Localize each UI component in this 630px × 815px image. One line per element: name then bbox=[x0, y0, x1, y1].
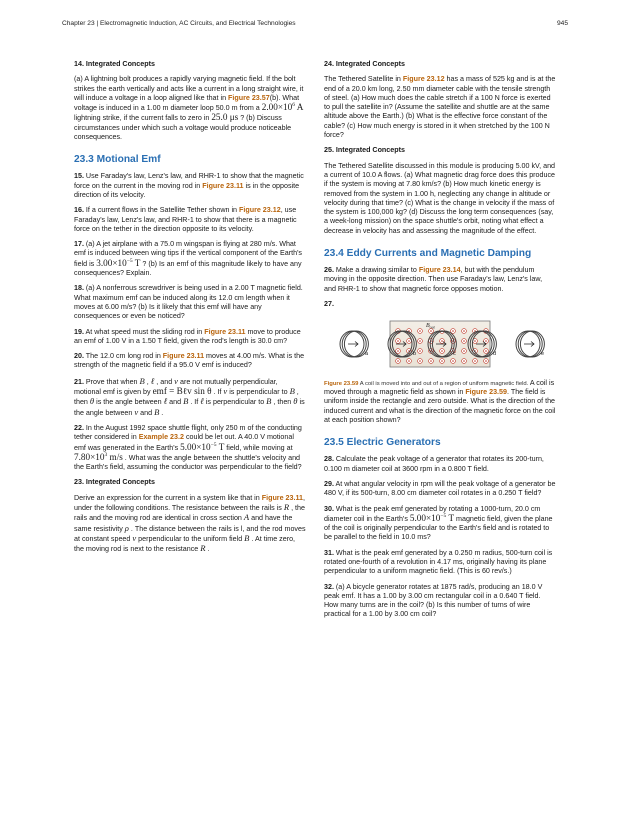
field-out-dot bbox=[463, 340, 465, 342]
section-heading-generators: 23.5 Electric Generators bbox=[324, 437, 441, 449]
field-out-dot bbox=[430, 360, 432, 362]
figure-link[interactable]: Figure 23.11 bbox=[204, 327, 246, 336]
field-out-dot bbox=[441, 350, 443, 352]
example-link[interactable]: Example 23.2 bbox=[138, 433, 184, 442]
q25-title: 25. Integrated Concepts bbox=[324, 146, 405, 155]
field-label: $B_{out}$ bbox=[426, 323, 435, 330]
field-out-dot bbox=[397, 360, 399, 362]
field-out-dot bbox=[419, 330, 421, 332]
field-out-dot bbox=[463, 330, 465, 332]
q14-title: 14. Integrated Concepts bbox=[74, 60, 155, 68]
field-out-dot bbox=[441, 340, 443, 342]
chapter-title: Chapter 23 | Electromagnetic Induction, AC Circuits, and Electrical Technologies bbox=[62, 20, 296, 27]
q27: 27. bbox=[324, 299, 334, 308]
q16: 16. If a current flows in the Satellite Tether shown in Figure 23.12, use Faraday's law, Lenz's law, and RHR-1 to show that there is a magnetic force on the tether in the direction opposite to its velocity. bbox=[74, 206, 297, 233]
field-out-dot bbox=[430, 330, 432, 332]
figure-link[interactable]: Figure 23.11 bbox=[261, 493, 304, 502]
field-out-dot bbox=[441, 360, 443, 362]
figure-link[interactable]: Figure 23.11 bbox=[162, 352, 205, 361]
q24-body: The Tethered Satellite in Figure 23.12 has a mass of 525 kg and is at the end of a 20.0 km long, 2.50 mm diameter cable with the tensile strength of steel. (a) How much does the cable stretch if a 100 N force is exerted to pull the satellite in? (Assume the satellite and shuttle are at the same altitude above the Earth.) (b) What is the effective force constant of the cable? (c) How much energy is stored in it when stretched by the 100 N force? bbox=[324, 75, 556, 140]
velocity-arrow bbox=[524, 342, 534, 347]
figure-link[interactable]: Figure 23.11 bbox=[202, 181, 244, 190]
right-column bbox=[324, 60, 556, 626]
coil-label: d bbox=[493, 351, 497, 358]
coil-label: c bbox=[453, 351, 456, 358]
coil-e bbox=[516, 331, 544, 357]
velocity-arrow bbox=[348, 342, 358, 347]
q15: 15. Use Faraday's law, Lenz's law, and RHR-1 to show that the magnetic force on the current in the moving rod in Figure 23.11 is in the opposite direction of its velocity. bbox=[74, 172, 304, 199]
figure-link[interactable]: Figure 23.12 bbox=[402, 75, 445, 84]
field-out-dot bbox=[452, 330, 454, 332]
q25-body: The Tethered Satellite discussed in this module is producing 5.00 kV, and a current of 10.0 A flows. (a) What magnetic drag force does this produce if the system is moving at 7.80 km/s? (b) How much kinetic energy is removed from the system in 1.00 h, neglecting any change in altitude or velocity during that time? (c) What is the change in velocity if the mass of the system is 100,000 kg? (d) Discuss the long term consequences (say, a week-long mission) on the space shuttle's orbit, noting what effect a decrease in velocity has and assessing the magnitude of the effect. bbox=[324, 161, 556, 235]
math-time: 25.0 μs bbox=[211, 112, 239, 123]
field-out-dot bbox=[408, 360, 410, 362]
q30: 30. What is the peak emf generated by rotating a 1000-turn, 20.0 cm diameter coil in the Earth's $5.00\times 10^{-5}$ T magnetic field, given the plane of the coil is originally perpendicular to the Earth's field and is rotated to be parallel to the field in 10.0 ms? bbox=[324, 504, 553, 542]
field-out-dot bbox=[485, 360, 487, 362]
left-column bbox=[74, 60, 306, 560]
coil-label: e bbox=[541, 351, 545, 358]
q18: 18. (a) A nonferrous screwdriver is being used in a 2.00 T magnetic field. What maximum emf can be induced along its 12.0 cm length when it moves at 6.00 m/s? (b) Is it likely that this emf will have any consequences or even be noticed? bbox=[74, 284, 303, 321]
figure-23-59 bbox=[324, 315, 556, 376]
q22: 22. In the August 1992 space shuttle flight, only 250 m of the conducting tether considered in Example 23.2 could be let out. A 40.0 V motional emf was generated in the Earth's $5.00\times 10^{-5}$ T field, while moving at $7.80\times 10^3$ m/s . What was the angle between the shuttle's velocity and the Earth's field, assuming the conductor was perpendicular to the field? bbox=[74, 423, 302, 472]
field-out-dot bbox=[485, 340, 487, 342]
q23-title: 23. Integrated Concepts bbox=[74, 478, 155, 487]
coil-label: a bbox=[365, 351, 369, 358]
field-out-dot bbox=[463, 360, 465, 362]
field-out-dot bbox=[463, 350, 465, 352]
q29: 29. At what angular velocity in rpm will the peak voltage of a generator be 480 V, if its 500-turn, 8.00 cm diameter coil rotates in a 0.250 T field? bbox=[324, 479, 556, 498]
q19: 19. At what speed must the sliding rod in Figure 23.11 move to produce an emf of 1.00 V in a 1.50 T field, given the rod's length is 30.0 cm? bbox=[74, 327, 301, 345]
coil-field-diagram bbox=[324, 315, 556, 373]
figure-caption: Figure 23.59 A coil is moved into and out of a region of uniform magnetic field. A coil is moved through a magnetic field as shown in Figure 23.59. The field is uniform inside the rectangle and zero outside. What is the direction of the induced current and what is the direction of the magnetic force on the coil at each position shown? bbox=[324, 378, 556, 425]
section-heading-eddy-currents: 23.4 Eddy Currents and Magnetic Damping bbox=[324, 248, 532, 260]
figure-link[interactable]: Figure 23.12 bbox=[239, 206, 281, 215]
q31: 31. What is the peak emf generated by a 0.250 m radius, 500-turn coil is rotated one-fourth of a revolution in 4.17 ms, originally having its plane perpendicular to a uniform magnetic field. (This is 60 rev/s.) bbox=[324, 548, 553, 576]
coil-a bbox=[340, 331, 369, 357]
figure-link[interactable]: Figure 23.59 bbox=[465, 388, 507, 397]
page-number: 945 bbox=[556, 20, 568, 27]
q17: 17. (a) A jet airplane with a 75.0 m wingspan is flying at 280 m/s. What emf is induced between wing tips if the vertical component of the Earth's field is $3.00\times 10^{-5}$ T ? (b) Is an emf of this magnitude likely to have any consequences? Explain. bbox=[74, 240, 303, 278]
q20: 20. The 12.0 cm long rod in Figure 23.11 moves at 4.00 m/s. What is the strength of the magnetic field if a 95.0 V emf is induced? bbox=[74, 352, 305, 370]
field-out-dot bbox=[474, 340, 476, 342]
field-out-dot bbox=[419, 340, 421, 342]
q26: 26. Make a drawing similar to Figure 23.14, but with the pendulum moving in the opposite direction. Then use Faraday's law, Lenz's law, and RHR-1 to show that magnetic force opposes motion. bbox=[324, 266, 543, 293]
figure-link[interactable]: Figure 23.14 bbox=[418, 266, 461, 275]
section-heading-motional-emf: 23.3 Motional Emf bbox=[74, 154, 161, 166]
field-out-dot bbox=[408, 340, 410, 342]
q32: 32. (a) A bicycle generator rotates at 1875 rad/s, producing an 18.0 V peak emf. It has a 1.00 by 3.00 cm rectangular coil in a 0.640 T field. How many turns are in the coil? (b) Is this number of turns of wire practical for a 1.00 by 3.00 cm coil? bbox=[324, 582, 543, 619]
field-out-dot bbox=[419, 360, 421, 362]
q14-body: (a) A lightning bolt produces a rapidly varying magnetic field. If the bolt strikes the earth vertically and acts like a current in a long straight wire, it will induce a voltage in a loop aligned like that in Figure 23.57(b). What voltage is induced in a 1.00 m diameter loop 50.0 m from a $2.00\times 10^6$ A lightning strike, if the current falls to zero in 25.0 μs ? (b) Discuss circumstances under which such a voltage would produce noticeable consequences. bbox=[74, 75, 304, 142]
field-out-dot bbox=[452, 360, 454, 362]
field-out-dot bbox=[485, 350, 487, 352]
q23-body: Derive an expression for the current in a system like that in Figure 23.11, under the following conditions. The resistance between the rails is R , the rails and the moving rod are identical in cross section A and have the same resistivity ρ . The distance between the rails is l, and the rod moves at constant speed v perpendicular to the uniform field B . At time zero, the moving rod is next to the resistance R . bbox=[74, 493, 306, 554]
q24-title: 24. Integrated Concepts bbox=[324, 60, 405, 68]
math-current: $2.00\times 10^6$ A bbox=[261, 102, 304, 113]
field-out-dot bbox=[474, 360, 476, 362]
field-out-dot bbox=[419, 350, 421, 352]
field-out-dot bbox=[397, 350, 399, 352]
q28: 28. Calculate the peak voltage of a generator that rotates its 200-turn, 0.100 m diameter coil at 3600 rpm in a 0.800 T field. bbox=[324, 455, 544, 473]
q21: 21. Prove that when B , ℓ , and v are not mutually perpendicular, motional emf is given by emf = Bℓv sin θ . If v is perpendicular to B , then θ is the angle between ℓ and B . If ℓ is perpendicular to B , then θ is the angle between v and B . bbox=[74, 375, 305, 417]
field-out-dot bbox=[397, 340, 399, 342]
coil-label: b bbox=[413, 351, 417, 358]
page-header bbox=[62, 20, 568, 32]
figure-link[interactable]: Figure 23.57 bbox=[228, 93, 270, 102]
